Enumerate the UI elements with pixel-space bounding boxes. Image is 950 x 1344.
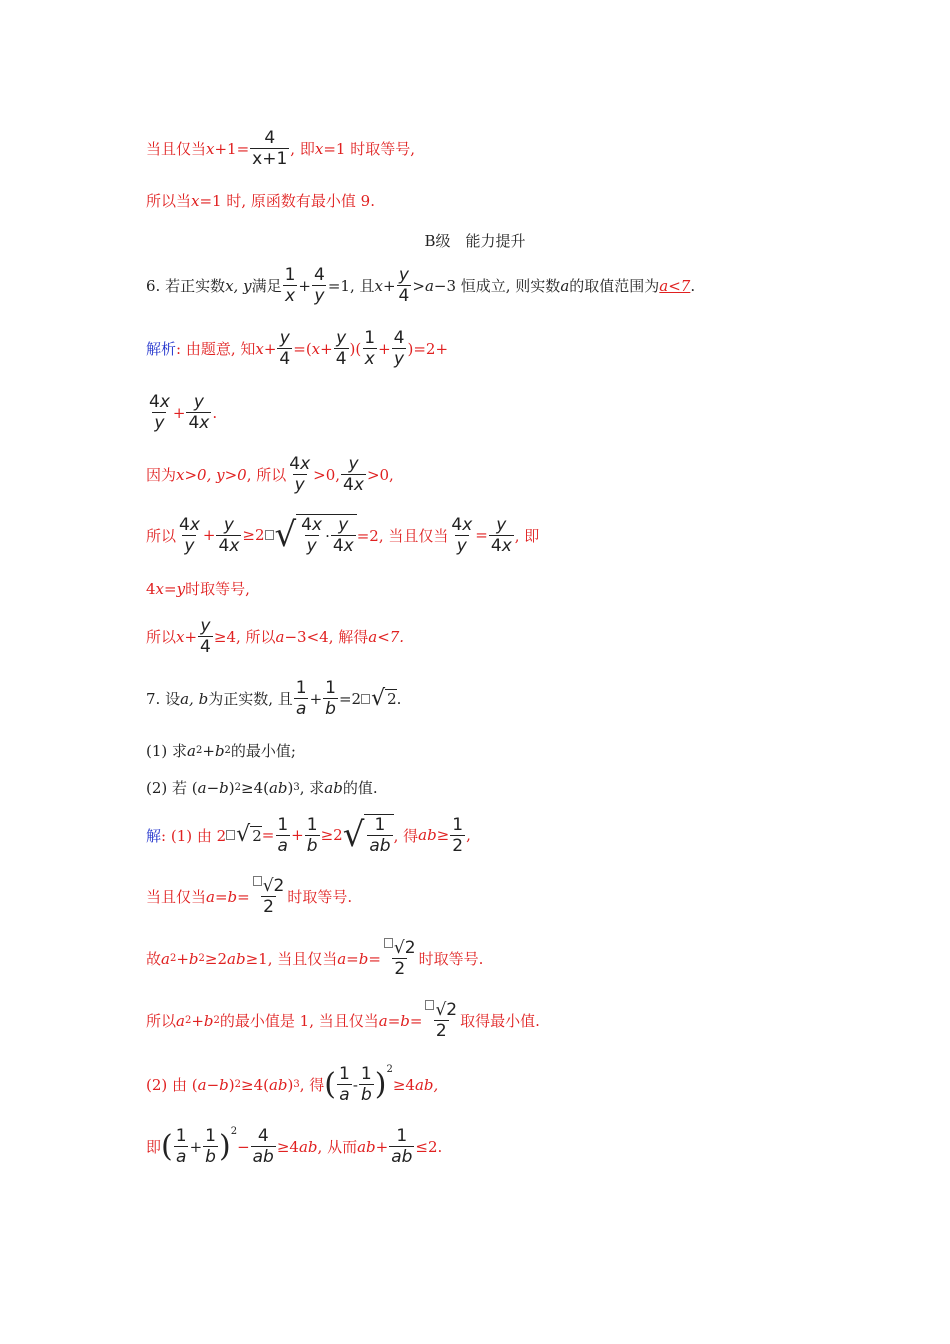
fraction: $\frac{1}{b}$ [205, 1126, 216, 1167]
text: ) [228, 778, 235, 797]
text: x>0, y>0 [176, 465, 247, 484]
text: ab [268, 1075, 288, 1094]
text: a−b [197, 1075, 229, 1094]
fraction: $\frac{y}{4}$ [200, 616, 211, 657]
fraction: $\frac{1}{ab}$ [391, 1126, 413, 1167]
text: , 从而 [317, 1138, 358, 1156]
fraction: $\frac{√2}{2}$ [251, 876, 287, 917]
text: . [212, 403, 218, 422]
fraction: $\frac{√2}{2}$ [423, 1000, 459, 1041]
fraction: $\frac{4x}{y}$ [149, 392, 170, 433]
text: >0, [366, 465, 394, 484]
text: a=b= [337, 949, 381, 968]
text: )( [349, 339, 362, 358]
fraction: $\frac{1}{a}$ [277, 814, 289, 856]
text: ≥4, 所以 [213, 628, 276, 646]
answer: a<7 [659, 276, 691, 295]
text: x [206, 139, 215, 158]
text: 当且仅当 [146, 140, 207, 158]
text: ≥2 [204, 949, 228, 968]
text: , 求 [299, 779, 325, 797]
text: 6. 若正实数 [146, 277, 226, 295]
fraction: $\frac{4x}{y}$ [451, 514, 473, 556]
text: 时取等号. [287, 888, 353, 906]
text: ) [287, 778, 294, 797]
problem-7: 7. 设 a, b 为正实数, 且 $\frac{1}{a}$ + $\frac{1}{b}$ =2 √ 2 . [146, 678, 402, 719]
text: x [374, 276, 383, 295]
fraction: $\frac{y}{4x}$ [188, 392, 210, 433]
text: ≥4( [241, 1075, 269, 1094]
text: ≥ [436, 826, 450, 844]
text: 所以 [146, 1012, 177, 1030]
problem-6: 6. 若正实数 x, y 满足 $\frac{1}{x}$ + $\frac{4}{y}$ =1, 且 x + $\frac{y}{4}$ > a −3 恒成立, 则实数 a 的取值范围为 a<7 . [146, 265, 696, 306]
fraction: $\frac{4}{ab}$ [252, 1126, 274, 1167]
text: , 即 [290, 140, 315, 158]
solution-6-line-6 [146, 616, 404, 657]
text: =1, 且 [327, 277, 375, 295]
text: =1 时取等号, [323, 140, 415, 158]
solution-7-line-2 [146, 876, 352, 917]
text: ≥4( [241, 778, 269, 797]
text: =1 时, 原函数有最小值 9. [199, 192, 375, 210]
text: a [275, 627, 285, 646]
text: . [690, 276, 696, 295]
solution-7-line-6: 即 ( $\frac{1}{a}$ + $\frac{1}{b}$ ) 2 − $\frac{4}{ab}$ ≥4 ab , 从而 ab+ $\frac{1}{ab}$ ≤2. [146, 1126, 443, 1167]
text: : (1) 由 2 [161, 826, 227, 845]
text: ab [418, 826, 437, 844]
text: 的最小值是 1, 当且仅当 [219, 1012, 379, 1030]
text: )=2+ [407, 339, 449, 358]
fraction: $\frac{y}{4x}$ [490, 514, 512, 556]
fraction: $\frac{√2}{2}$ [382, 938, 418, 979]
text: = [261, 826, 275, 844]
text: x=y [155, 579, 186, 598]
text: x [191, 191, 200, 210]
text: ≥2 [242, 526, 265, 544]
text: ≥4 [276, 1137, 299, 1156]
fraction: $\frac{4x}{y}$ [179, 514, 200, 556]
fraction: $\frac{1}{a}$ [295, 678, 307, 719]
text: x [314, 139, 324, 158]
fraction: $\frac{1}{b}$ [306, 814, 318, 856]
text: (2) 由 ( [146, 1076, 198, 1094]
text: −3 恒成立, 则实数 [433, 277, 561, 295]
fraction: $\frac{1}{b}$ [360, 1064, 372, 1105]
solution-7-line-5: (2) 由 ( a−b ) 2 ≥4( ab ) 3 , 得 ( $\frac{1}{a}$ - $\frac{1}{b}$ ) 2 ≥4 ab, [146, 1064, 439, 1105]
text: 的最小值; [230, 742, 296, 760]
fraction: $\frac{y}{4}$ [279, 328, 291, 369]
text: −3<4, 解得 [284, 628, 369, 646]
fraction: $\frac{1}{a}$ [339, 1064, 350, 1105]
text: =( [293, 339, 312, 358]
text: , 所以 [246, 466, 287, 484]
fraction: $\frac{y}{4}$ [335, 328, 347, 369]
text: − [237, 1137, 250, 1156]
text: ab, [414, 1075, 439, 1094]
text: a [560, 276, 570, 295]
solution-line-2 [146, 190, 375, 211]
solution-6-line-5 [146, 578, 250, 599]
section-title: B级 能力提升 [424, 232, 526, 250]
text: ab+ [357, 1137, 389, 1156]
text: , [466, 826, 471, 844]
text: 4 [146, 579, 156, 598]
solution-label: 解 [146, 826, 162, 845]
fraction: $\frac{1}{a}$ [175, 1126, 187, 1167]
text: (1) 求 [146, 742, 188, 760]
text: 为正实数, 且 [208, 690, 293, 708]
text: ≥1, 当且仅当 [245, 950, 338, 968]
fraction: $\frac{1}{b}$ [325, 678, 336, 719]
fraction: $\frac{y}{4x}$ [218, 514, 240, 556]
text: 的值. [342, 779, 378, 797]
text: x, y [225, 276, 252, 295]
sqrt: √ $\frac{1}{ab}$ [343, 814, 394, 856]
fraction: $\frac{1}{x}$ [284, 265, 296, 306]
sqrt: √ $\frac{4x}{y}$ · $\frac{y}{4x}$ [265, 514, 357, 556]
text: ≥4 [392, 1075, 415, 1094]
text: a=b= [378, 1011, 423, 1030]
text: ab [298, 1137, 318, 1156]
text: =2, 当且仅当 [356, 526, 449, 545]
problem-7-q2: (2) 若 ( a−b ) 2 ≥4( ab ) 3 , 求 ab 的值. [146, 778, 378, 797]
text: . [396, 689, 402, 708]
problem-7-q1: (1) 求 a 2 + b 2 的最小值; [146, 741, 296, 760]
text: ) [287, 1075, 294, 1094]
sqrt: √ 2 [361, 682, 397, 716]
text: ≥2 [320, 826, 343, 844]
text: ≤2. [415, 1137, 443, 1156]
fraction: $\frac{4}{y}$ [393, 328, 405, 369]
text: ab [227, 949, 246, 968]
text: 所以 [146, 628, 177, 646]
text: 时取等号. [418, 950, 484, 968]
text: 故 [146, 950, 162, 968]
fraction: $\frac{y}{4}$ [398, 265, 410, 306]
text: 所以 [146, 526, 177, 545]
text: 时取等号, [185, 580, 250, 598]
solution-7-line-4: 所以 a 2 + b 2 的最小值是 1, 当且仅当 a=b= $\frac{√2}{2}$ 取得最小值. [146, 1000, 540, 1041]
fraction: $\frac{4}{x+1}$ [252, 128, 288, 169]
text: , 得 [299, 1076, 325, 1094]
text: 取得最小值. [460, 1012, 540, 1030]
text: 当且仅当 [146, 888, 207, 906]
text: x+ [176, 627, 198, 646]
text: 满足 [251, 277, 282, 295]
solution-7-line-1: 解 : (1) 由 2 √ 2 = $\frac{1}{a}$ + $\frac{1}{b}$ ≥2 √ $\frac{1}{ab}$ , 得 ab ≥ $\frac{1}{2}$ , [146, 814, 471, 856]
text: 7. 设 [146, 690, 181, 708]
sqrt: √ 2 [226, 818, 262, 852]
text: , 即 [514, 526, 540, 545]
text: 的取值范围为 [569, 277, 660, 295]
text: , 得 [393, 826, 419, 845]
solution-label: 解析 [146, 340, 177, 358]
text: = [475, 526, 488, 544]
text: 所以当 [146, 192, 192, 210]
fraction: $\frac{4x}{y}$ [289, 454, 311, 495]
text: ) [228, 1075, 235, 1094]
text: =2 [338, 689, 362, 708]
text: a<7. [368, 627, 405, 646]
solution-line-1 [146, 128, 415, 169]
text: (2) 若 ( [146, 779, 198, 797]
solution-6-line-2: $\frac{4x}{y}$ + $\frac{y}{4x}$ . [149, 392, 218, 433]
fraction: $\frac{y}{4x}$ [343, 454, 364, 495]
solution-6-line-1: 解析 : 由题意, 知 x + $\frac{y}{4}$ =( x + $\frac{y}{4}$ )( $\frac{1}{x}$ + $\frac{4}{y}$ )=2+ [146, 328, 449, 369]
text: a, b [180, 689, 209, 708]
text: > [412, 276, 425, 295]
text: 即 [146, 1138, 162, 1156]
solution-6-line-4: 所以 $\frac{4x}{y}$ + $\frac{y}{4x}$ ≥2 √ $\frac{4x}{y}$ · $\frac{y}{4x}$ =2, 当且仅当 $\frac{4x}{y}$ = $\frac{y}{4x}$ , 即 [146, 514, 540, 556]
fraction: $\frac{1}{x}$ [364, 328, 376, 369]
solution-7-line-3: 故 a 2 + b 2 ≥2 ab ≥1, 当且仅当 a=b= $\frac{√2}{2}$ 时取等号. [146, 938, 484, 979]
text: 因为 [146, 466, 177, 484]
solution-6-line-3 [146, 454, 394, 495]
text: >0, [313, 465, 341, 484]
text: : 由题意, 知 [176, 340, 256, 358]
text: a [424, 276, 434, 295]
fraction: $\frac{1}{2}$ [452, 814, 464, 856]
text: a=b= [206, 887, 250, 906]
fraction: $\frac{4}{y}$ [314, 265, 325, 306]
text: +1= [214, 139, 250, 158]
